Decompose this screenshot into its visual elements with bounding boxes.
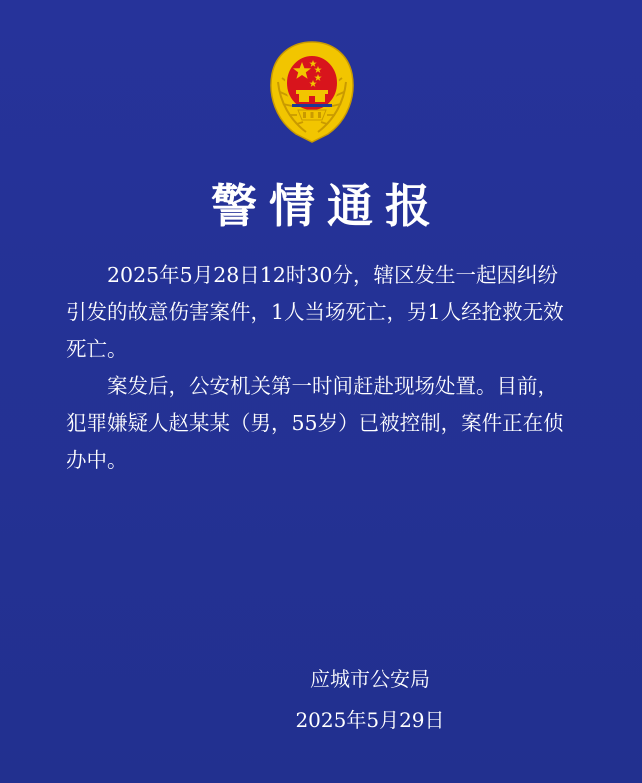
- issuing-authority: 应城市公安局: [310, 667, 430, 691]
- notice-paragraph-1: 2025年5月28日12时30分，辖区发生一起因纠纷引发的故意伤害案件，1人当场死亡，另1人经抢救无效死亡。: [66, 263, 564, 361]
- police-emblem-icon: [262, 38, 362, 144]
- notice-title: 警情通报: [211, 179, 443, 233]
- notice-body: [66, 257, 578, 479]
- issue-date: 2025年5月29日: [295, 708, 445, 732]
- notice-paragraph-2: 案发后，公安机关第一时间赶赴现场处置。目前，犯罪嫌疑人赵某某（男，55岁）已被控制，案件正在侦办中。: [66, 374, 564, 472]
